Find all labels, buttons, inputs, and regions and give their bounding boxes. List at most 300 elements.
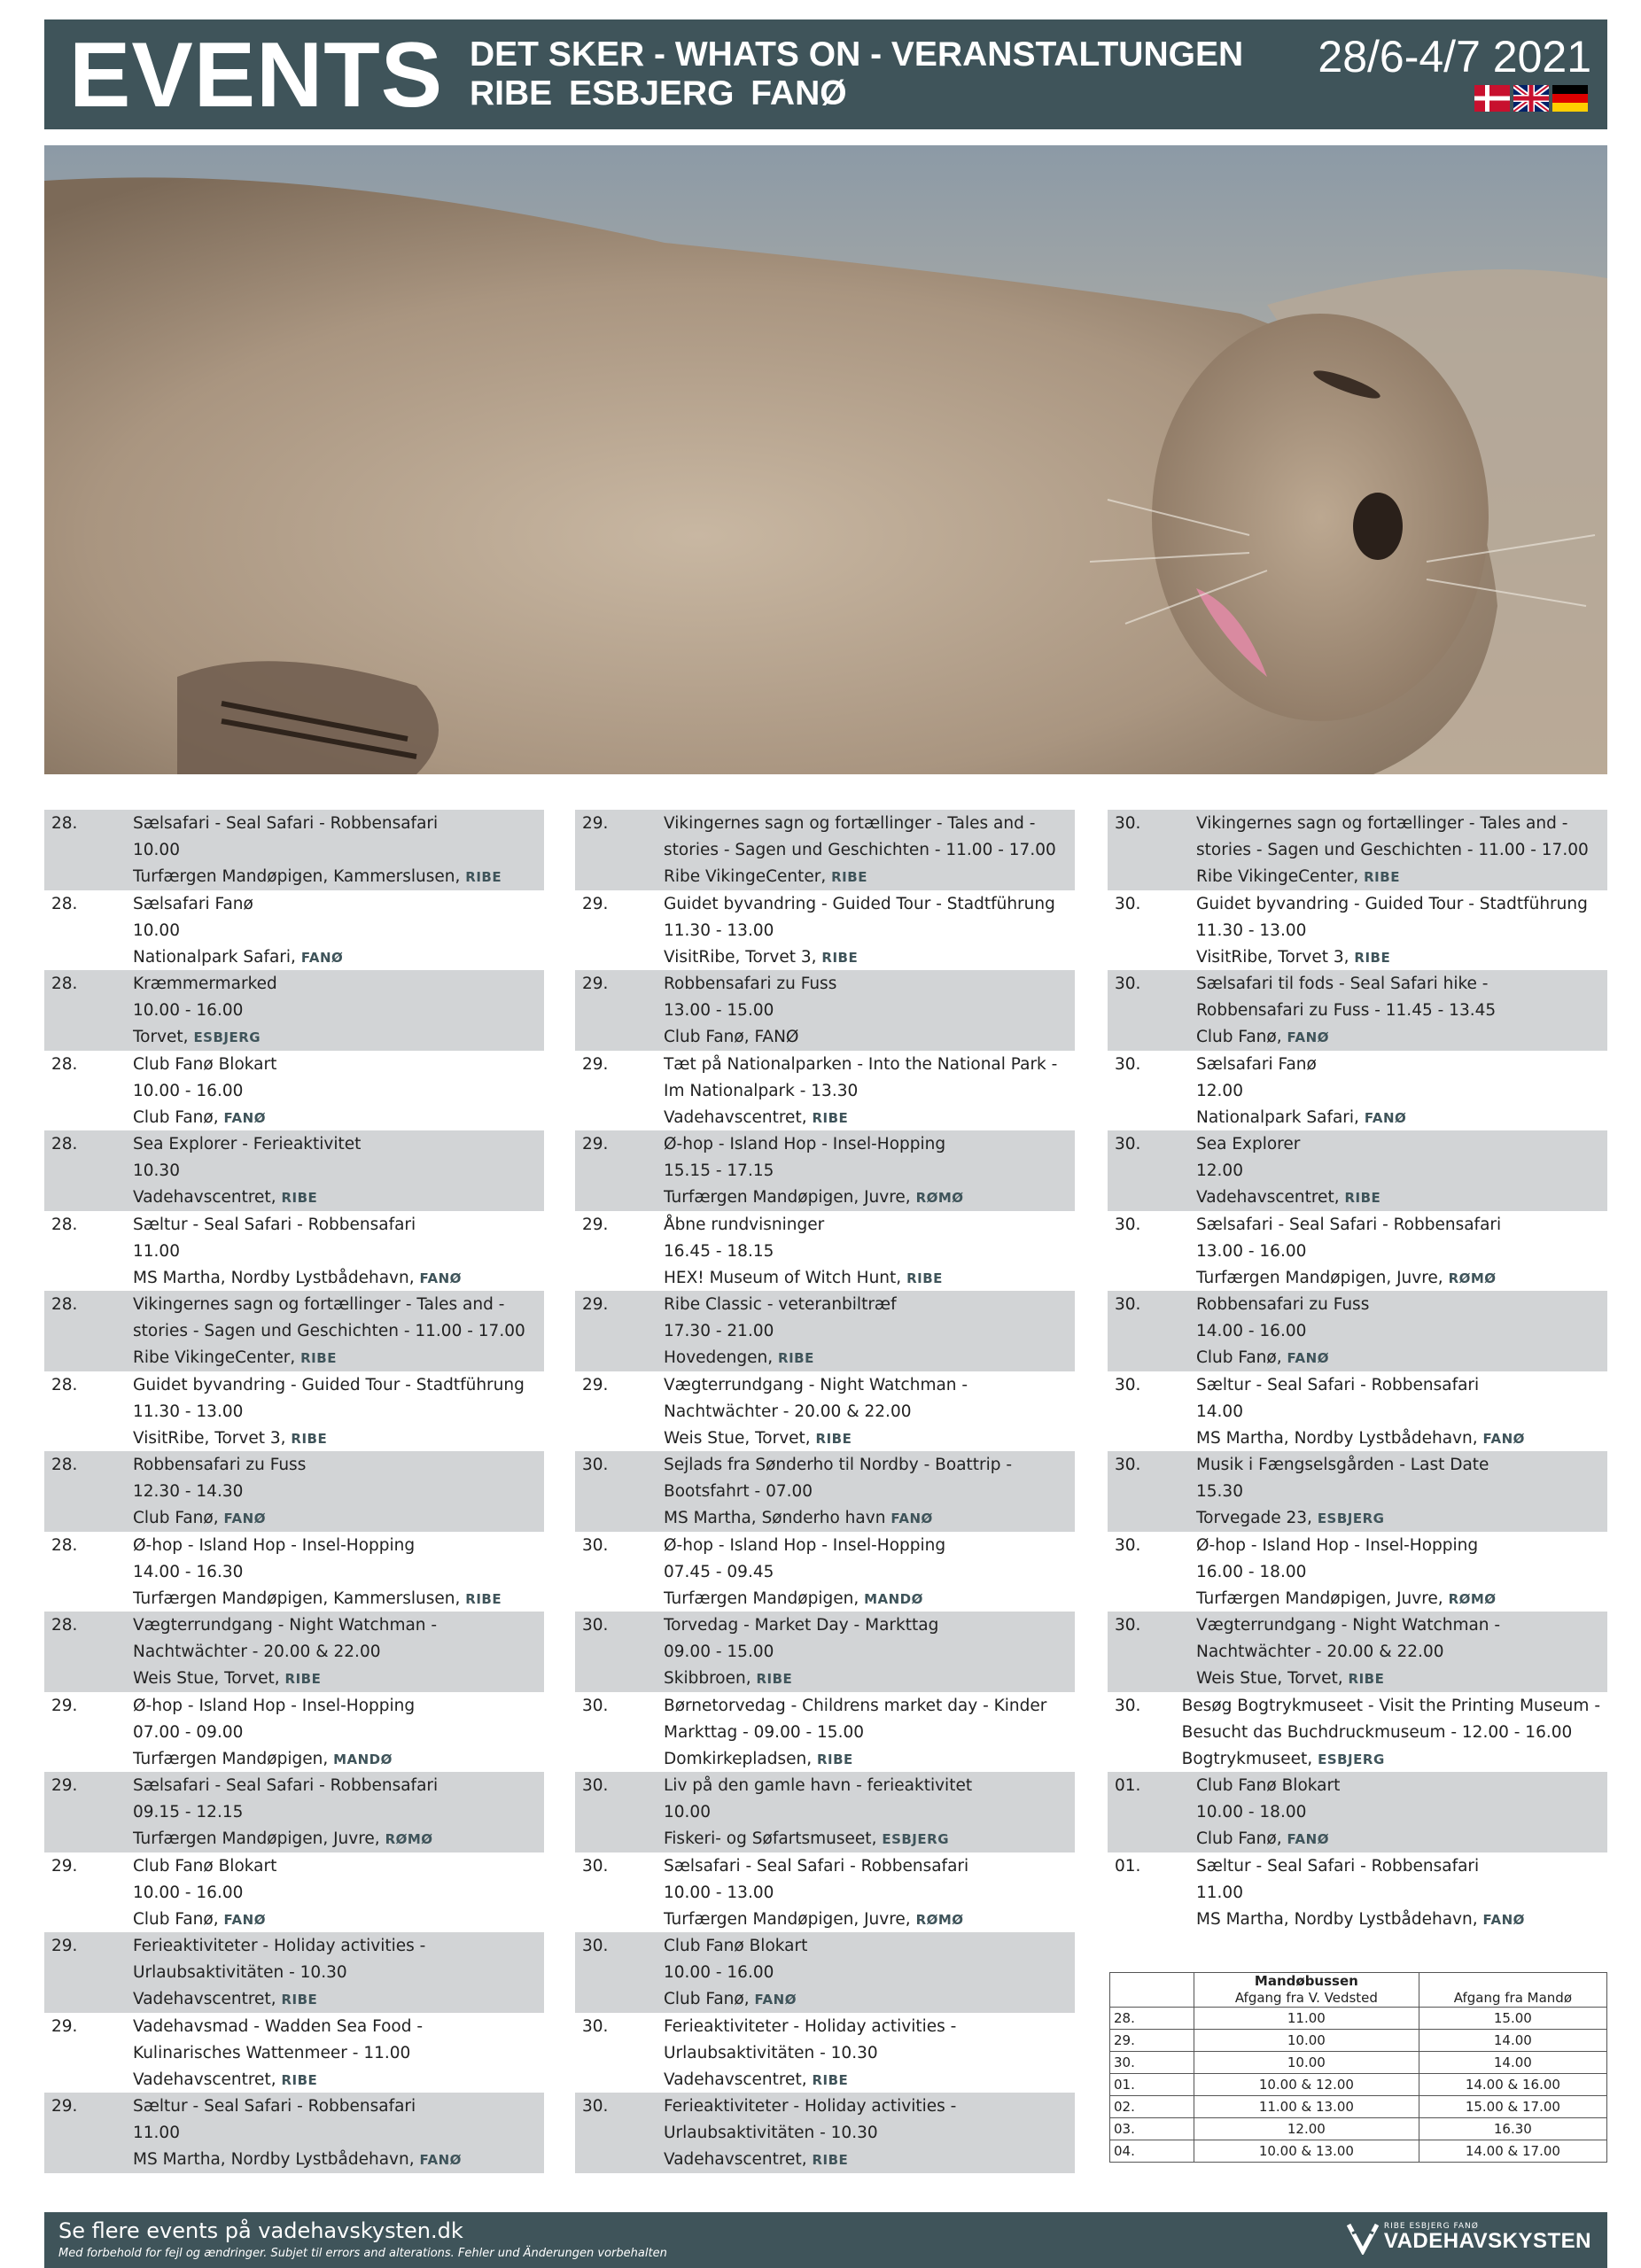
event-day: 29. xyxy=(51,2097,78,2116)
event-town: RIBE xyxy=(281,2071,318,2088)
event-entry xyxy=(44,1371,544,1452)
event-location xyxy=(133,1586,537,1612)
event-place: Torvegade 23, xyxy=(1196,1509,1318,1527)
event-detail: 10.00 xyxy=(133,841,180,859)
event-info xyxy=(1182,1692,1607,1773)
event-entry xyxy=(1108,890,1607,971)
event-day: 29. xyxy=(51,1776,78,1795)
event-title: Vikingernes sagn og fortællinger - Tales and - xyxy=(664,814,1036,833)
event-entry xyxy=(44,1692,544,1773)
bus-row xyxy=(1110,2118,1607,2140)
event-title: Ferieaktiviteter - Holiday activities - xyxy=(133,1937,426,1955)
event-entry xyxy=(44,890,544,971)
event-place: Club Fanø, xyxy=(664,1990,755,2008)
event-info xyxy=(133,1291,544,1371)
event-location xyxy=(664,1265,1068,1292)
event-location xyxy=(664,1986,1068,2013)
event-title: Ferieaktiviteter - Holiday activities - xyxy=(664,2016,957,2036)
event-title: Sæltur - Seal Safari - Robbensafari xyxy=(133,2097,416,2116)
bus-row xyxy=(1110,2140,1607,2163)
event-place: Vadehavscentret, xyxy=(133,1188,282,1207)
event-location xyxy=(664,1345,1068,1371)
event-town: ESBJERG xyxy=(193,1029,261,1045)
event-entry xyxy=(1108,1130,1607,1211)
event-info xyxy=(133,810,544,890)
event-detail: 10.30 xyxy=(133,1161,180,1180)
event-entry xyxy=(1108,1612,1607,1692)
event-town: RIBE xyxy=(756,1671,793,1687)
event-place: Ribe VikingeCenter, xyxy=(133,1348,301,1367)
event-day: 30. xyxy=(1115,1375,1141,1394)
bus-day: 28. xyxy=(1110,2008,1194,2030)
event-info xyxy=(1196,1371,1607,1452)
event-location xyxy=(133,1425,537,1452)
event-entry xyxy=(1108,810,1607,890)
event-place: Club Fanø, xyxy=(1196,1829,1287,1848)
event-day: 30. xyxy=(1115,894,1141,913)
event-info xyxy=(664,1772,1075,1852)
event-entry xyxy=(575,1130,1075,1211)
event-town: RØMØ xyxy=(1448,1270,1497,1286)
event-place: Club Fanø, xyxy=(1196,1348,1287,1367)
event-day: 28. xyxy=(51,1135,78,1153)
event-town: RØMØ xyxy=(1448,1590,1497,1607)
logo-towns: RIBE ESBJERG FANØ xyxy=(1383,2221,1479,2231)
event-title: Ribe Classic - veteranbiltræf xyxy=(664,1295,897,1314)
bus-departure-vedsted: 10.00 & 13.00 xyxy=(1194,2140,1419,2163)
event-info xyxy=(664,1371,1075,1452)
event-day: 29. xyxy=(582,1054,609,1074)
bus-header-row xyxy=(1110,1973,1607,2008)
event-detail: 10.00 - 16.00 xyxy=(133,1081,244,1100)
event-day: 28. xyxy=(51,975,78,993)
bus-day: 03. xyxy=(1110,2118,1194,2140)
event-day: 29. xyxy=(51,2016,78,2036)
event-detail: Robbensafari zu Fuss - 11.45 - 13.45 xyxy=(1196,1001,1497,1020)
event-place: Turfærgen Mandøpigen, Juvre, xyxy=(1196,1588,1449,1608)
event-title: Besøg Bogtrykmuseet - Visit the Printing Museum - xyxy=(1181,1696,1600,1715)
event-entry xyxy=(44,1532,544,1612)
event-detail: 12.30 - 14.30 xyxy=(133,1482,244,1501)
event-day: 30. xyxy=(1115,1535,1141,1555)
event-entry xyxy=(575,1451,1075,1532)
event-info xyxy=(133,1371,544,1452)
mandobus-table xyxy=(1109,1972,1607,2163)
event-location xyxy=(133,1826,537,1852)
event-info xyxy=(1196,970,1607,1051)
bus-row xyxy=(1110,2052,1607,2074)
event-day: 01. xyxy=(1115,1776,1141,1795)
event-day: 30. xyxy=(582,2016,609,2036)
event-detail: 09.00 - 15.00 xyxy=(664,1643,774,1661)
event-title: Guidet byvandring - Guided Tour - Stadtführung xyxy=(664,894,1055,913)
event-entry xyxy=(1108,1692,1607,1773)
event-info xyxy=(1196,1051,1607,1131)
event-title: Sea Explorer - Ferieaktivitet xyxy=(133,1135,362,1153)
event-info xyxy=(664,890,1075,971)
bus-day: 02. xyxy=(1110,2096,1194,2118)
bus-departure-mando: 16.30 xyxy=(1419,2118,1606,2140)
event-title: Kræmmermarked xyxy=(133,975,277,993)
event-location xyxy=(664,1425,1068,1452)
event-info xyxy=(664,1211,1075,1292)
event-place: Club Fanø, xyxy=(133,1909,224,1929)
event-info xyxy=(664,1051,1075,1131)
event-detail: 14.00 - 16.00 xyxy=(1196,1322,1307,1340)
event-title: Sea Explorer xyxy=(1196,1135,1301,1153)
event-detail: 11.30 - 13.00 xyxy=(664,920,774,940)
event-place: Weis Stue, Torvet, xyxy=(664,1428,816,1448)
event-entry xyxy=(575,1692,1075,1773)
event-day: 28. xyxy=(51,1375,78,1394)
event-info xyxy=(1196,1852,1607,1933)
event-place: Club Fanø, xyxy=(1196,1028,1287,1046)
event-town: RIBE xyxy=(284,1671,322,1687)
event-place: Turfærgen Mandøpigen, Kammerslusen, xyxy=(133,867,466,886)
event-location xyxy=(664,1505,1068,1532)
event-town: FANØ xyxy=(754,1992,797,2008)
event-title: Robbensafari zu Fuss xyxy=(1196,1295,1370,1314)
event-day: 29. xyxy=(582,1215,609,1234)
event-place: Vadehavscentret, xyxy=(664,2070,813,2089)
event-place: HEX! Museum of Witch Hunt, xyxy=(664,1268,907,1287)
event-location xyxy=(133,1184,537,1211)
event-place: Vadehavscentret, xyxy=(664,2150,813,2169)
event-place: MS Martha, Nordby Lystbådehavn, xyxy=(1196,1428,1483,1448)
event-title: Ø-hop - Island Hop - Insel-Hopping xyxy=(1196,1535,1479,1555)
event-day: 30. xyxy=(1115,1295,1141,1314)
event-title: Sælsafari - Seal Safari - Robbensafari xyxy=(133,1776,439,1795)
event-town: RIBE xyxy=(281,1992,318,2008)
event-day: 30. xyxy=(1115,975,1141,993)
event-title: Musik i Fængselsgården - Last Date xyxy=(1196,1456,1489,1474)
event-detail: Nachtwächter - 20.00 & 22.00 xyxy=(664,1402,912,1421)
event-detail: 07.00 - 09.00 xyxy=(133,1722,244,1742)
subtitle-towns: RIBE ESBJERG FANØ xyxy=(470,74,847,113)
event-entry xyxy=(44,2013,544,2093)
date-range: 28/6-4/7 2021 xyxy=(1318,32,1591,82)
event-info xyxy=(664,1291,1075,1371)
bus-title: Mandøbussen xyxy=(1254,1973,1358,1989)
event-entry xyxy=(44,2093,544,2173)
event-day: 29. xyxy=(582,1295,609,1314)
event-detail: 10.00 - 16.00 xyxy=(133,1001,244,1020)
event-info xyxy=(1196,1532,1607,1612)
event-entry xyxy=(44,1211,544,1292)
event-info xyxy=(133,1211,544,1292)
event-detail: 12.00 xyxy=(1196,1081,1243,1100)
german-flag-icon[interactable] xyxy=(1552,85,1588,112)
event-info xyxy=(133,1692,544,1773)
event-town: RIBE xyxy=(291,1430,328,1447)
event-town: FANØ xyxy=(1287,1350,1329,1366)
event-entry xyxy=(44,1291,544,1371)
event-entry xyxy=(575,970,1075,1051)
event-location xyxy=(664,944,1068,971)
event-town: FANØ xyxy=(890,1511,933,1526)
event-entry xyxy=(1108,1371,1607,1452)
event-title: Ø-hop - Island Hop - Insel-Hopping xyxy=(664,1135,946,1153)
event-location xyxy=(664,1586,1068,1612)
event-location xyxy=(1196,864,1600,890)
event-day: 28. xyxy=(51,1616,78,1635)
event-detail: stories - Sagen und Geschichten - 11.00 - 17.00 xyxy=(133,1322,525,1340)
event-location xyxy=(664,1666,1068,1692)
bus-departure-mando: 15.00 xyxy=(1419,2008,1606,2030)
event-info xyxy=(1196,1211,1607,1292)
event-info xyxy=(664,1130,1075,1211)
event-place: Club Fanø, xyxy=(133,1509,224,1527)
event-detail: Kulinarisches Wattenmeer - 11.00 xyxy=(133,2043,411,2062)
event-town: RIBE xyxy=(1348,1671,1385,1687)
event-location xyxy=(133,1024,537,1051)
events-title: EVENTS xyxy=(69,24,444,127)
event-detail: 16.00 - 18.00 xyxy=(1196,1562,1307,1581)
events-column-2 xyxy=(575,810,1075,2173)
event-detail: 11.00 xyxy=(133,1241,180,1261)
event-place: MS Martha, Nordby Lystbådehavn, xyxy=(133,2150,420,2169)
event-info xyxy=(1196,890,1607,971)
event-day: 30. xyxy=(582,1776,609,1795)
event-day: 29. xyxy=(582,814,609,833)
event-title: Vægterrundgang - Night Watchman - xyxy=(1196,1616,1501,1635)
event-location xyxy=(1196,1105,1600,1131)
event-title: Torvedag - Market Day - Markttag xyxy=(664,1616,939,1635)
event-place: Turfærgen Mandøpigen, xyxy=(664,1588,865,1608)
event-location xyxy=(1196,1907,1600,1933)
bus-header-from-vedsted: Mandøbussen Afgang fra V. Vedsted xyxy=(1194,1973,1419,2008)
event-day: 30. xyxy=(582,1937,609,1955)
danish-flag-icon[interactable] xyxy=(1474,85,1510,112)
event-town: RIBE xyxy=(831,869,867,885)
event-location xyxy=(664,2147,1068,2173)
bus-departure-vedsted: 10.00 xyxy=(1194,2052,1419,2074)
event-town: RIBE xyxy=(816,1751,853,1767)
event-info xyxy=(133,1772,544,1852)
event-title: Liv på den gamle havn - ferieaktivitet xyxy=(664,1776,973,1795)
event-place: Ribe VikingeCenter, xyxy=(664,867,832,886)
event-place: VisitRibe, Torvet 3, xyxy=(133,1428,292,1448)
event-place: Club Fanø, xyxy=(133,1107,224,1127)
event-title: Sæltur - Seal Safari - Robbensafari xyxy=(133,1215,416,1234)
event-detail: stories - Sagen und Geschichten - 11.00 - 17.00 xyxy=(1196,841,1589,859)
event-info xyxy=(133,1130,544,1211)
event-entry xyxy=(44,1451,544,1532)
bus-departure-mando: 14.00 & 16.00 xyxy=(1419,2074,1606,2096)
bus-row xyxy=(1110,2096,1607,2118)
event-info xyxy=(664,1612,1075,1692)
event-location xyxy=(1196,1586,1600,1612)
event-info xyxy=(664,2013,1075,2093)
event-title: Vadehavsmad - Wadden Sea Food - xyxy=(133,2016,424,2036)
event-title: Vægterrundgang - Night Watchman - xyxy=(664,1375,968,1394)
event-location xyxy=(133,1666,537,1692)
uk-flag-icon[interactable] xyxy=(1513,85,1549,112)
event-detail: stories - Sagen und Geschichten - 11.00 - 17.00 xyxy=(664,841,1056,859)
event-title: Sælsafari - Seal Safari - Robbensafari xyxy=(1196,1215,1502,1234)
event-day: 30. xyxy=(1115,1215,1141,1234)
event-place: Turfærgen Mandøpigen, Juvre, xyxy=(664,1909,916,1929)
event-location xyxy=(664,864,1068,890)
event-detail: 14.00 - 16.30 xyxy=(133,1562,244,1581)
event-location xyxy=(1196,1505,1600,1532)
event-title: Guidet byvandring - Guided Tour - Stadtführung xyxy=(133,1375,525,1394)
event-detail: 11.30 - 13.00 xyxy=(133,1402,244,1421)
footer-more-events-link[interactable]: Se flere events på vadehavskysten.dk xyxy=(58,2218,463,2243)
event-town: FANØ xyxy=(223,1911,266,1928)
event-title: Sælsafari - Seal Safari - Robbensafari xyxy=(133,814,439,833)
event-day: 28. xyxy=(51,1535,78,1555)
bus-departure-mando: 15.00 & 17.00 xyxy=(1419,2096,1606,2118)
event-info xyxy=(133,2013,544,2093)
event-place: MS Martha, Nordby Lystbådehavn, xyxy=(133,1268,420,1287)
event-detail: 07.45 - 09.45 xyxy=(664,1562,774,1581)
event-place: Hovedengen, xyxy=(664,1348,779,1367)
event-entry xyxy=(44,1852,544,1933)
bus-row xyxy=(1110,2008,1607,2030)
event-info xyxy=(664,1532,1075,1612)
event-title: Club Fanø Blokart xyxy=(133,1856,277,1876)
event-town: RIBE xyxy=(465,1590,502,1607)
event-day: 30. xyxy=(582,2097,609,2116)
event-entry xyxy=(575,2093,1075,2173)
bus-departure-vedsted: 10.00 xyxy=(1194,2030,1419,2052)
event-title: Sæltur - Seal Safari - Robbensafari xyxy=(1196,1375,1480,1394)
event-place: MS Martha, Nordby Lystbådehavn, xyxy=(1196,1909,1483,1929)
event-day: 30. xyxy=(582,1456,609,1474)
event-place: Weis Stue, Torvet, xyxy=(133,1669,285,1688)
event-detail: Nachtwächter - 20.00 & 22.00 xyxy=(1196,1643,1444,1661)
event-location xyxy=(1196,944,1600,971)
event-entry xyxy=(1108,970,1607,1051)
event-location xyxy=(1196,1425,1600,1452)
event-detail: Urlaubsaktivitäten - 10.30 xyxy=(664,2124,878,2142)
event-info xyxy=(133,1451,544,1532)
event-detail: 17.30 - 21.00 xyxy=(664,1322,774,1340)
bus-departure-vedsted: 11.00 & 13.00 xyxy=(1194,2096,1419,2118)
event-day: 28. xyxy=(51,894,78,913)
event-info xyxy=(133,2093,544,2173)
event-title: Club Fanø Blokart xyxy=(1196,1776,1341,1795)
event-title: Vikingernes sagn og fortællinger - Tales and - xyxy=(133,1295,505,1314)
event-place: Vadehavscentret, xyxy=(133,2070,282,2089)
event-place: Turfærgen Mandøpigen, Juvre, xyxy=(664,1188,916,1207)
event-detail: 11.00 xyxy=(133,2124,180,2142)
event-town: RIBE xyxy=(465,869,502,885)
event-entry xyxy=(1108,1451,1607,1532)
event-town: RIBE xyxy=(1354,949,1391,966)
event-place: Turfærgen Mandøpigen, Juvre, xyxy=(1196,1268,1449,1287)
event-town: ESBJERG xyxy=(1317,1511,1385,1526)
bus-day: 04. xyxy=(1110,2140,1194,2163)
page-footer xyxy=(44,2212,1607,2268)
event-detail: 13.00 - 16.00 xyxy=(1196,1241,1307,1261)
event-info xyxy=(133,1932,544,2013)
bus-departure-vedsted: 11.00 xyxy=(1194,2008,1419,2030)
event-detail: 16.45 - 18.15 xyxy=(664,1241,774,1261)
event-location xyxy=(133,864,537,890)
event-town: RIBE xyxy=(906,1270,943,1286)
event-day: 30. xyxy=(582,1616,609,1635)
event-day: 01. xyxy=(1115,1856,1141,1876)
page-header xyxy=(44,19,1607,129)
event-location xyxy=(664,1746,1068,1773)
event-place: Club Fanø, FANØ xyxy=(664,1028,799,1046)
event-place: Ribe VikingeCenter, xyxy=(1196,867,1365,886)
event-detail: 10.00 xyxy=(664,1803,711,1821)
event-place: Turfærgen Mandøpigen, Kammerslusen, xyxy=(133,1588,466,1608)
event-detail: 15.30 xyxy=(1196,1482,1243,1501)
event-town: FANØ xyxy=(1364,1109,1407,1126)
event-detail: 10.00 - 16.00 xyxy=(133,1883,244,1902)
event-place: VisitRibe, Torvet 3, xyxy=(1196,947,1355,967)
event-location xyxy=(133,1746,537,1773)
event-title: Tæt på Nationalparken - Into the National Park - xyxy=(664,1054,1058,1074)
event-entry xyxy=(1108,1852,1607,1933)
event-day: 28. xyxy=(51,1054,78,1074)
event-location xyxy=(133,944,537,971)
event-town: RIBE xyxy=(778,1350,814,1366)
bus-header-day xyxy=(1110,1973,1194,2008)
event-place: Torvet, xyxy=(133,1028,194,1046)
event-title: Club Fanø Blokart xyxy=(133,1054,277,1074)
event-day: 30. xyxy=(582,1535,609,1555)
bus-day: 30. xyxy=(1110,2052,1194,2074)
event-title: Robbensafari zu Fuss xyxy=(664,975,837,993)
event-town: RIBE xyxy=(1364,869,1400,885)
event-info xyxy=(664,1692,1075,1773)
event-info xyxy=(133,1532,544,1612)
bus-row xyxy=(1110,2074,1607,2096)
event-location xyxy=(664,1024,1068,1051)
event-place: VisitRibe, Torvet 3, xyxy=(664,947,822,967)
event-day: 28. xyxy=(51,1295,78,1314)
event-detail: 12.00 xyxy=(1196,1161,1243,1180)
event-day: 29. xyxy=(582,894,609,913)
event-info xyxy=(664,1451,1075,1532)
event-title: Robbensafari zu Fuss xyxy=(133,1456,307,1474)
event-title: Ø-hop - Island Hop - Insel-Hopping xyxy=(133,1535,416,1555)
event-title: Vikingernes sagn og fortællinger - Tales and - xyxy=(1196,814,1568,833)
event-location xyxy=(133,1505,537,1532)
event-town: RIBE xyxy=(300,1350,337,1366)
bus-departure-mando: 14.00 & 17.00 xyxy=(1419,2140,1606,2163)
event-location xyxy=(133,1907,537,1933)
events-column-1 xyxy=(44,810,544,2173)
event-day: 29. xyxy=(51,1696,78,1715)
event-entry xyxy=(575,2013,1075,2093)
event-day: 30. xyxy=(1115,814,1141,833)
event-place: Domkirkepladsen, xyxy=(664,1749,817,1768)
event-location xyxy=(133,1345,537,1371)
event-town: RIBE xyxy=(812,1109,849,1126)
event-title: Vægterrundgang - Night Watchman - xyxy=(133,1616,438,1635)
event-town: ESBJERG xyxy=(1318,1751,1385,1767)
vadehavskysten-logo xyxy=(1347,2219,1591,2255)
event-info xyxy=(1196,1772,1607,1852)
event-town: RØMØ xyxy=(915,1190,964,1206)
event-day: 30. xyxy=(582,1696,609,1715)
event-info xyxy=(664,1852,1075,1933)
event-day: 28. xyxy=(51,1215,78,1234)
event-info xyxy=(664,970,1075,1051)
event-day: 29. xyxy=(51,1937,78,1955)
event-town: FANØ xyxy=(419,2152,462,2168)
event-location xyxy=(133,1986,537,2013)
event-info xyxy=(1196,1130,1607,1211)
event-info xyxy=(1196,1451,1607,1532)
event-day: 30. xyxy=(1115,1135,1141,1153)
